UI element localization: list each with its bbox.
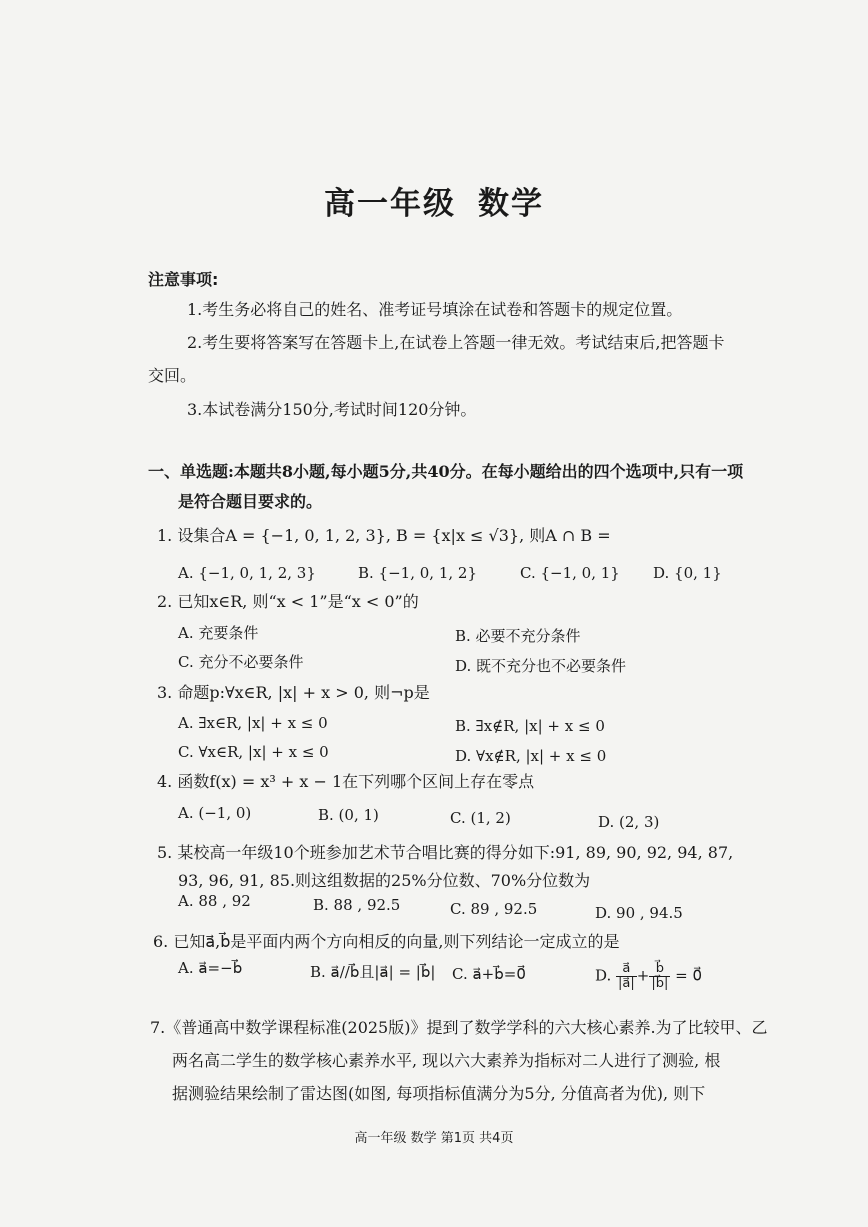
- section-heading-line1: 一、单选题:本题共8小题,每小题5分,共40分。在每小题给出的四个选项中,只有一项: [148, 462, 744, 481]
- question-1-stem: 1. 设集合A = {−1, 0, 1, 2, 3}, B = {x|x ≤ √3}, 则A ∩ B =: [157, 526, 611, 545]
- page-footer: 高一年级 数学 第1页 共4页: [354, 1131, 514, 1146]
- question-2-option-d: D. 既不充分也不必要条件: [455, 657, 627, 675]
- question-1-option-c: C. {−1, 0, 1}: [520, 564, 620, 582]
- question-4-option-b: B. (0, 1): [318, 806, 379, 824]
- notice-item-2-cont: 交回。: [148, 366, 197, 385]
- question-4-option-a: A. (−1, 0): [178, 804, 252, 822]
- fraction-denominator: |a⃗|: [618, 976, 635, 991]
- notice-item-1: 1.考生务必将自己的姓名、准考证号填涂在试卷和答题卡的规定位置。: [187, 300, 683, 319]
- question-4-option-c: C. (1, 2): [450, 809, 511, 827]
- question-5-stem-line1: 5. 某校高一年级10个班参加艺术节合唱比赛的得分如下:91, 89, 90, 92, 94, 87,: [157, 843, 734, 862]
- question-1-option-b: B. {−1, 0, 1, 2}: [358, 564, 477, 582]
- question-3-stem: 3. 命题p:∀x∈R, |x| + x > 0, 则¬p是: [157, 683, 430, 702]
- question-7-line1: 7.《普通高中数学课程标准(2025版)》提到了数学学科的六大核心素养.为了比较甲、乙: [150, 1018, 768, 1037]
- question-4-stem: 4. 函数f(x) = x³ + x − 1在下列哪个区间上存在零点: [157, 772, 535, 791]
- question-6-option-a: A. a⃗=−b⃗: [178, 959, 243, 977]
- fraction-denominator: |b⃗|: [651, 976, 669, 991]
- question-6-stem: 6. 已知a⃗,b⃗是平面内两个方向相反的向量,则下列结论一定成立的是: [153, 932, 620, 951]
- fraction-numerator: a⃗: [616, 962, 637, 977]
- equals-zero-vector: = 0⃗: [675, 966, 703, 985]
- question-5-option-a: A. 88 , 92: [178, 892, 251, 910]
- question-3-option-b: B. ∃x∉R, |x| + x ≤ 0: [455, 717, 605, 735]
- fraction-a-over-norm-a: [616, 962, 637, 991]
- question-3-option-c: C. ∀x∈R, |x| + x ≤ 0: [178, 743, 329, 761]
- page-title: [0, 178, 868, 223]
- question-7-line2: 两名高二学生的数学核心素养水平, 现以六大素养为指标对二人进行了测验, 根: [172, 1051, 721, 1070]
- title-subject: 数学: [478, 186, 544, 222]
- question-5-stem-line2: 93, 96, 91, 85.则这组数据的25%分位数、70%分位数为: [178, 871, 591, 890]
- notice-item-2: 2.考生要将答案写在答题卡上,在试卷上答题一律无效。考试结束后,把答题卡: [187, 333, 725, 352]
- question-1-option-d: D. {0, 1}: [653, 564, 722, 582]
- question-2-option-a: A. 充要条件: [178, 624, 259, 642]
- notice-item-3: 3.本试卷满分150分,考试时间120分钟。: [187, 400, 477, 419]
- question-1-option-a: A. {−1, 0, 1, 2, 3}: [178, 564, 316, 582]
- plus-sign: +: [636, 966, 650, 985]
- fraction-numerator: b⃗: [649, 962, 670, 977]
- question-5-option-b: B. 88 , 92.5: [313, 896, 401, 914]
- question-2-option-c: C. 充分不必要条件: [178, 653, 304, 671]
- question-2-stem: 2. 已知x∈R, 则“x < 1”是“x < 0”的: [157, 592, 419, 611]
- question-6-option-c: C. a⃗+b⃗=0⃗: [452, 965, 526, 983]
- title-grade: 高一年级: [324, 186, 456, 222]
- section-heading-line2: 是符合题目要求的。: [178, 492, 323, 511]
- question-5-option-c: C. 89 , 92.5: [450, 900, 538, 918]
- question-3-option-d: D. ∀x∉R, |x| + x ≤ 0: [455, 747, 607, 765]
- question-5-option-d: D. 90 , 94.5: [595, 904, 683, 922]
- question-3-option-a: A. ∃x∈R, |x| + x ≤ 0: [178, 714, 328, 732]
- question-6-option-b: B. a⃗//b⃗且|a⃗| = |b⃗|: [310, 963, 436, 981]
- question-6-option-d: [595, 962, 702, 991]
- fraction-b-over-norm-b: [649, 962, 670, 991]
- question-6-option-d-label: D.: [595, 966, 612, 985]
- question-4-option-d: D. (2, 3): [598, 813, 660, 831]
- question-7-line3: 据测验结果绘制了雷达图(如图, 每项指标值满分为5分, 分值高者为优), 则下: [172, 1084, 706, 1103]
- question-2-option-b: B. 必要不充分条件: [455, 627, 581, 645]
- notice-heading: 注意事项:: [148, 270, 219, 289]
